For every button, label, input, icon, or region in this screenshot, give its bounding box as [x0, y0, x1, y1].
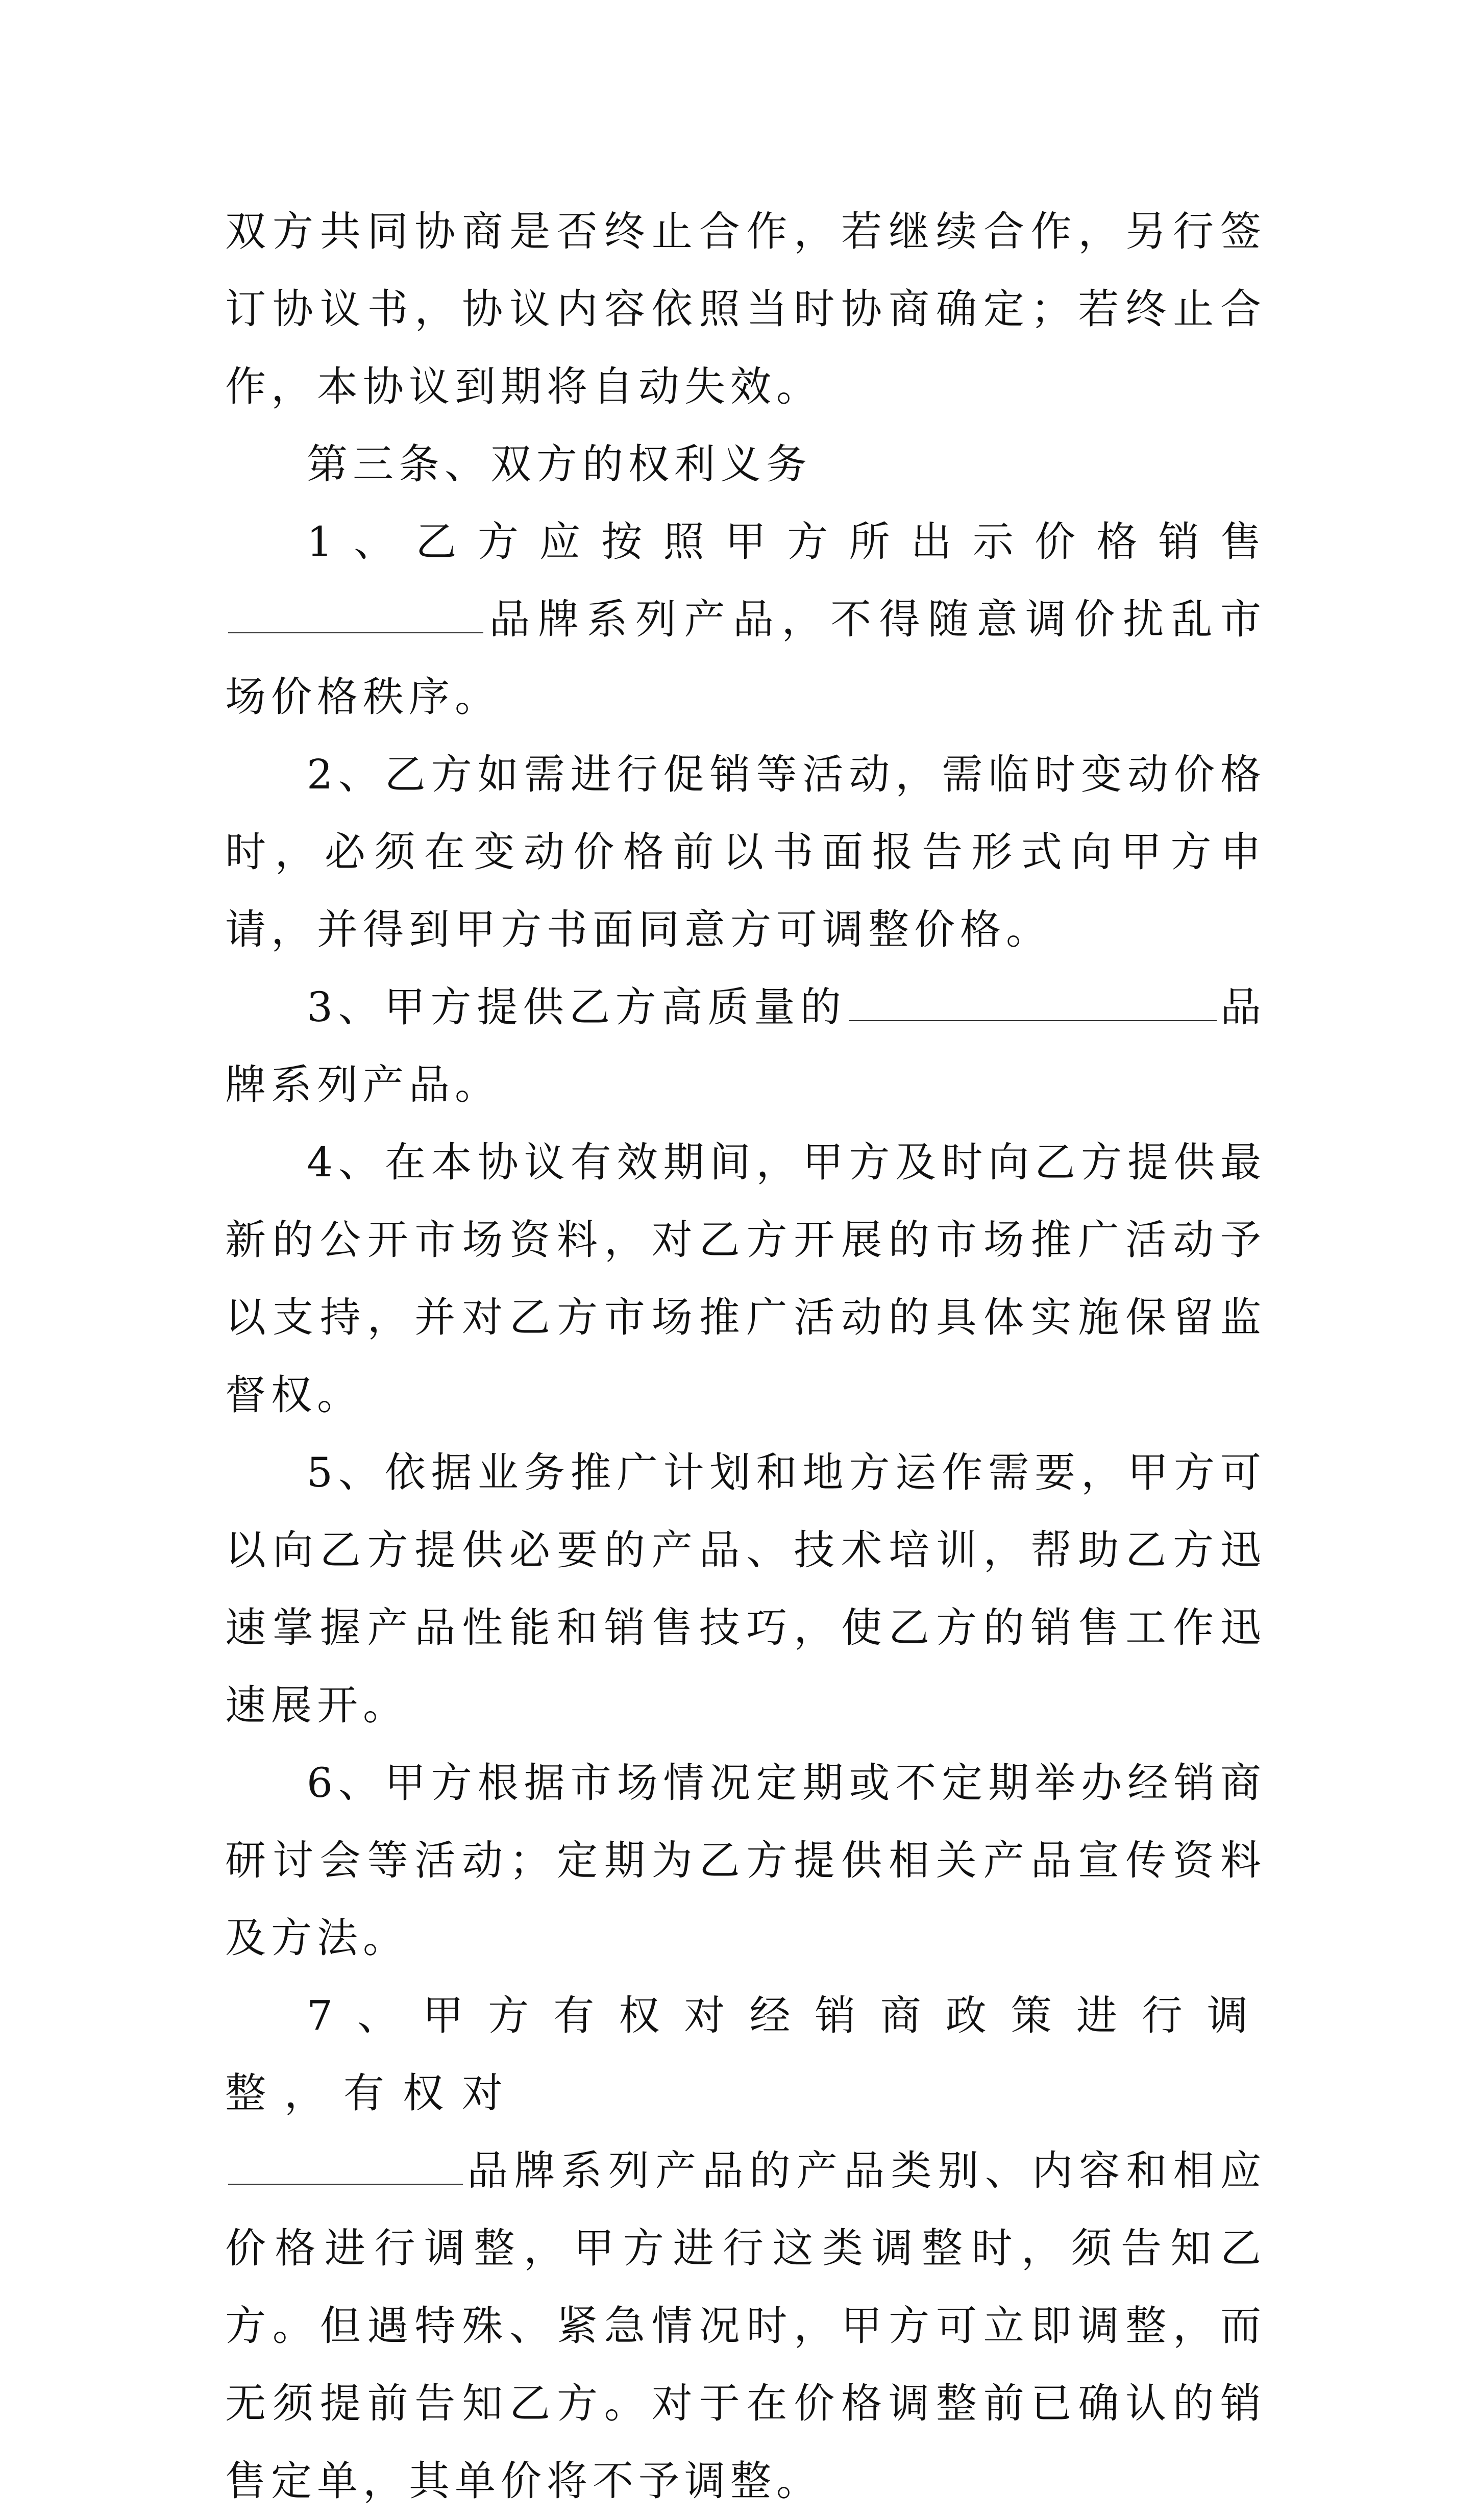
clause-4: 4、在本协议有效期间，甲方及时向乙方提供最新的公开市场资料，对乙方开展的市场推广活动予以支持，并对乙方市场推广活动的具体实施保留监督权。 — [225, 1139, 1266, 1419]
brand-blank-3 — [849, 980, 1217, 1021]
clause-2: 2、乙方如需进行促销等活动，需临时变动价格时，必须在变动价格前以书面报告形式向甲方申请，并得到甲方书面同意方可调整价格。 — [225, 751, 1266, 953]
paragraph-continuation: 双方共同协商是否终止合作，若继续合作，另行签订协议书，协议内容依照当时协商确定；若终止合作，本协议到期将自动失效。 — [225, 208, 1266, 410]
document-body — [225, 193, 1266, 2520]
clause-7 — [225, 1977, 1266, 2520]
clause-1-text-before: 1、乙方应按照甲方所出示价格销售 — [307, 518, 1266, 565]
brand-blank-7 — [228, 2144, 463, 2185]
clause-3-text-after: 品牌系列产品。 — [225, 983, 1266, 1108]
brand-blank-1 — [228, 592, 483, 633]
clause-7-text-after: 品牌系列产品的产品类别、内容和相应价格进行调整，甲方进行这类调整时，须告知乙方。但遇特殊、紧急情况时，甲方可立即调整，而无须提前告知乙方。对于在价格调整前已确认的销售定单，其单价将不予调整。 — [225, 2147, 1266, 2505]
clause-3-text-before: 3、甲方提供乙方高质量的 — [307, 983, 847, 1031]
clause-1 — [225, 503, 1266, 736]
article-heading: 第三条、双方的权利义务 — [307, 440, 812, 488]
clause-1-text-after: 品牌系列产品，不得随意调价扰乱市场价格秩序。 — [225, 596, 1266, 721]
clause-5: 5、依据业务推广计划和地方运作需要，甲方可以向乙方提供必要的产品、技术培训，帮助乙方迅速掌握产品性能和销售技巧，使乙方的销售工作迅速展开。 — [225, 1449, 1266, 1729]
clause-7-text-before: 7、甲方有权对经销商政策进行调整，有权对 — [225, 1992, 1266, 2117]
clause-3 — [225, 969, 1266, 1124]
clause-6: 6、甲方根据市场情况定期或不定期举办经销商研讨会等活动；定期为乙方提供相关产品宣传资料及方法。 — [225, 1759, 1266, 1962]
